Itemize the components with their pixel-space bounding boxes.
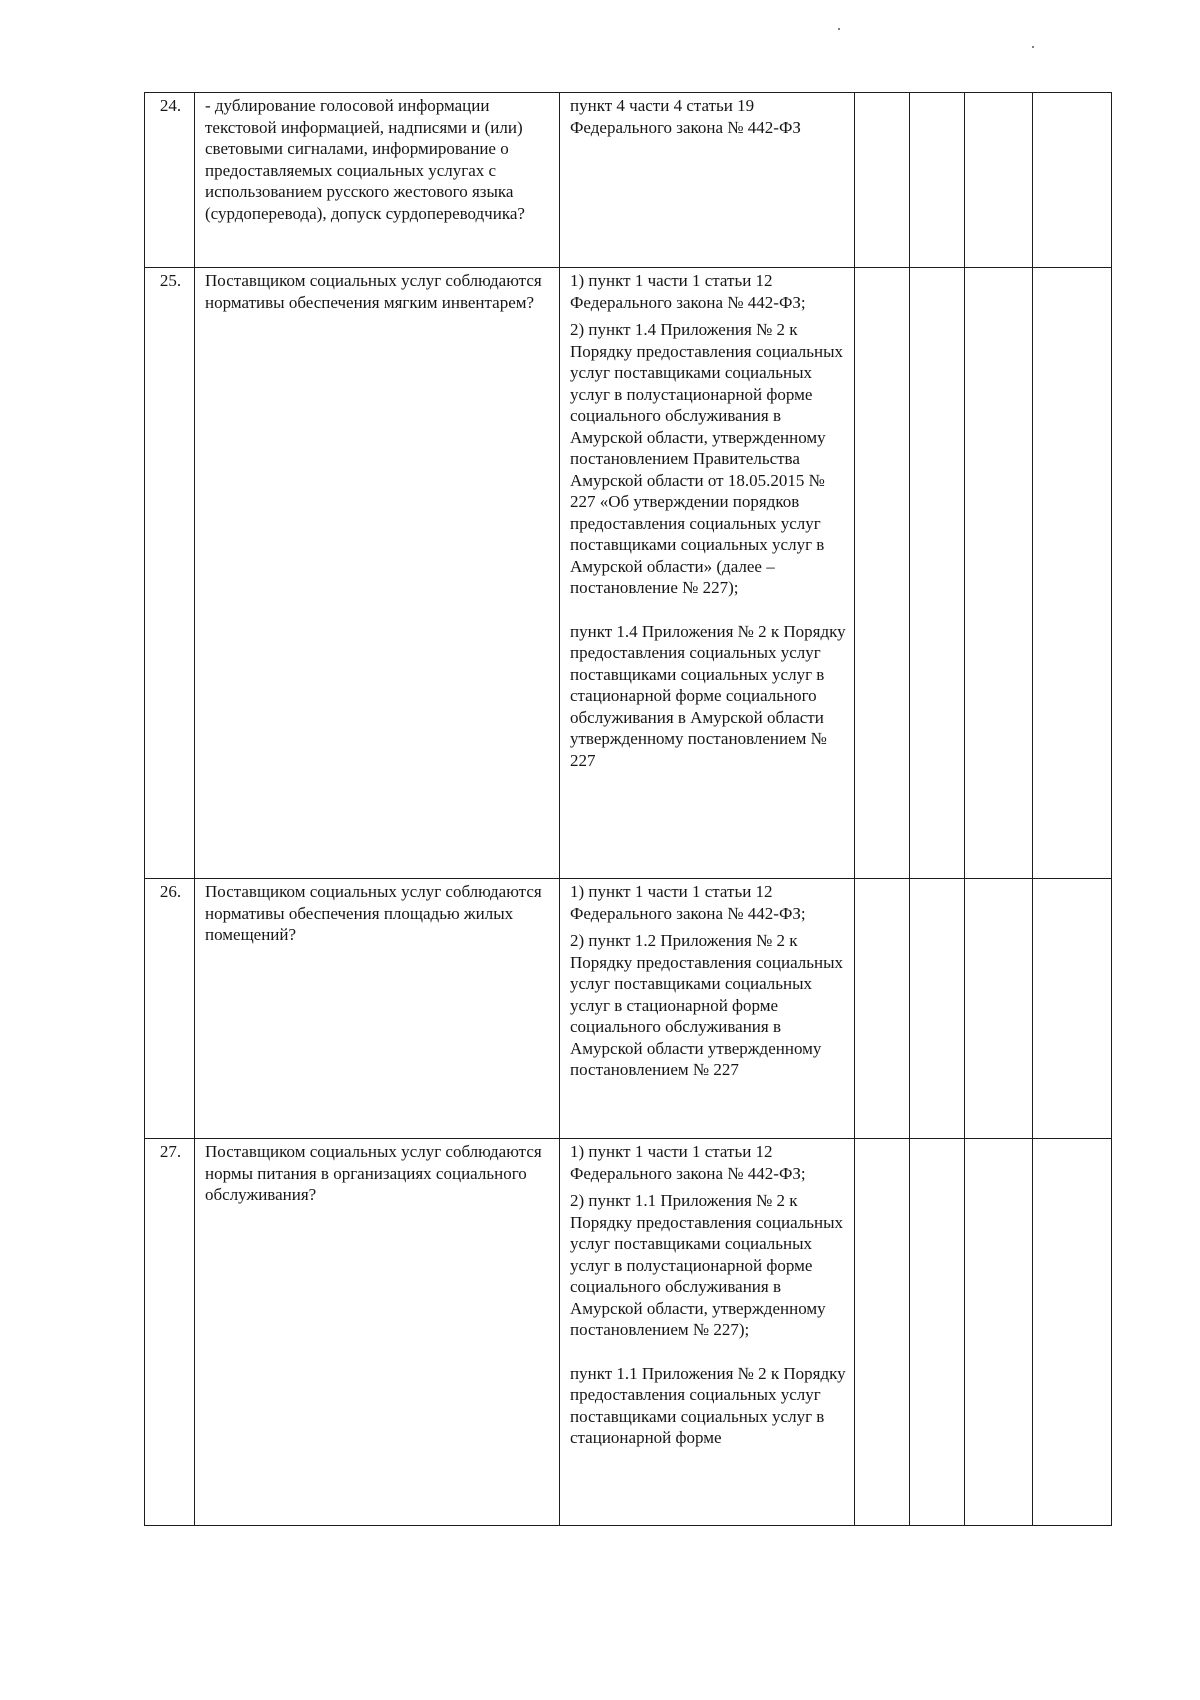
answer-no-cell[interactable] [910,93,965,268]
note-cell[interactable] [1033,268,1112,879]
legal-basis-cell [560,879,855,1139]
answer-not-applicable-cell[interactable] [965,1139,1033,1526]
table-row [145,1139,1112,1526]
legal-basis-item: пункт 1.1 Приложения № 2 к Порядку предоставления социальных услуг поставщиками социальных услуг в стационарной форме [570,1363,846,1447]
answer-not-applicable-cell[interactable] [965,268,1033,879]
checklist-table [144,92,1112,1526]
note-cell[interactable] [1033,93,1112,268]
answer-not-applicable-cell[interactable] [965,879,1033,1139]
answer-yes-cell[interactable] [855,1139,910,1526]
row-number: 25. [145,268,195,879]
table-row [145,879,1112,1139]
answer-no-cell[interactable] [910,1139,965,1526]
note-cell[interactable] [1033,879,1112,1139]
legal-basis-item: 1) пункт 1 части 1 статьи 12 Федерального закона № 442-ФЗ; [570,271,806,312]
legal-basis-item: 2) пункт 1.1 Приложения № 2 к Порядку предоставления социальных услуг поставщиками социальных услуг в полустационарной форме социального обслуживания в Амурской области, утвержденному постановлением № 227); [570,1191,844,1339]
legal-basis-cell [560,1139,855,1526]
legal-basis-cell [560,93,855,268]
row-number: 24. [145,93,195,268]
question-cell: Поставщиком социальных услуг соблюдаются нормы питания в организациях социального обслуживания? [195,1139,560,1526]
answer-yes-cell[interactable] [855,93,910,268]
legal-basis-item: 2) пункт 1.4 Приложения № 2 к Порядку предоставления социальных услуг поставщиками социальных услуг в полустационарной форме социального обслуживания в Амурской области, утвержденному постановлением Правительства Амурской области от 18.05.2015 № 227 «Об утверждении порядков предоставления социальных услуг поставщиками социальных услуг в Амурской области» (далее – постановление № 227); [570,320,844,597]
question-cell: Поставщиком социальных услуг соблюдаются нормативы обеспечения площадью жилых помещений? [195,879,560,1139]
scan-speck [838,28,840,30]
table-row [145,93,1112,268]
question-cell: Поставщиком социальных услуг соблюдаются нормативы обеспечения мягким инвентарем? [195,268,560,879]
legal-basis-item: 2) пункт 1.2 Приложения № 2 к Порядку предоставления социальных услуг поставщиками социальных услуг в стационарной форме социального обслуживания в Амурской области утвержденному постановлением № 227 [570,931,844,1079]
answer-yes-cell[interactable] [855,879,910,1139]
legal-basis-item: 1) пункт 1 части 1 статьи 12 Федерального закона № 442-ФЗ; [570,882,806,923]
row-number: 26. [145,879,195,1139]
legal-basis-item: пункт 1.4 Приложения № 2 к Порядку предоставления социальных услуг поставщиками социальных услуг в стационарной форме социального обслуживания в Амурской области утвержденному постановлением № 227 [570,621,846,770]
answer-no-cell[interactable] [910,879,965,1139]
row-number: 27. [145,1139,195,1526]
answer-yes-cell[interactable] [855,268,910,879]
note-cell[interactable] [1033,1139,1112,1526]
answer-no-cell[interactable] [910,268,965,879]
legal-basis-item: 1) пункт 1 части 1 статьи 12 Федерального закона № 442-ФЗ; [570,1142,806,1183]
legal-basis-cell [560,268,855,879]
table-row [145,268,1112,879]
answer-not-applicable-cell[interactable] [965,93,1033,268]
question-cell: - дублирование голосовой информации текстовой информацией, надписями и (или) световыми сигналами, информирование о предоставляемых социальных услугах с использованием русского жестового языка (сурдоперевода), допуск сурдопереводчика? [195,93,560,268]
scan-speck [1032,46,1034,48]
legal-basis-item: пункт 4 части 4 статьи 19 Федерального закона № 442-ФЗ [570,96,801,137]
